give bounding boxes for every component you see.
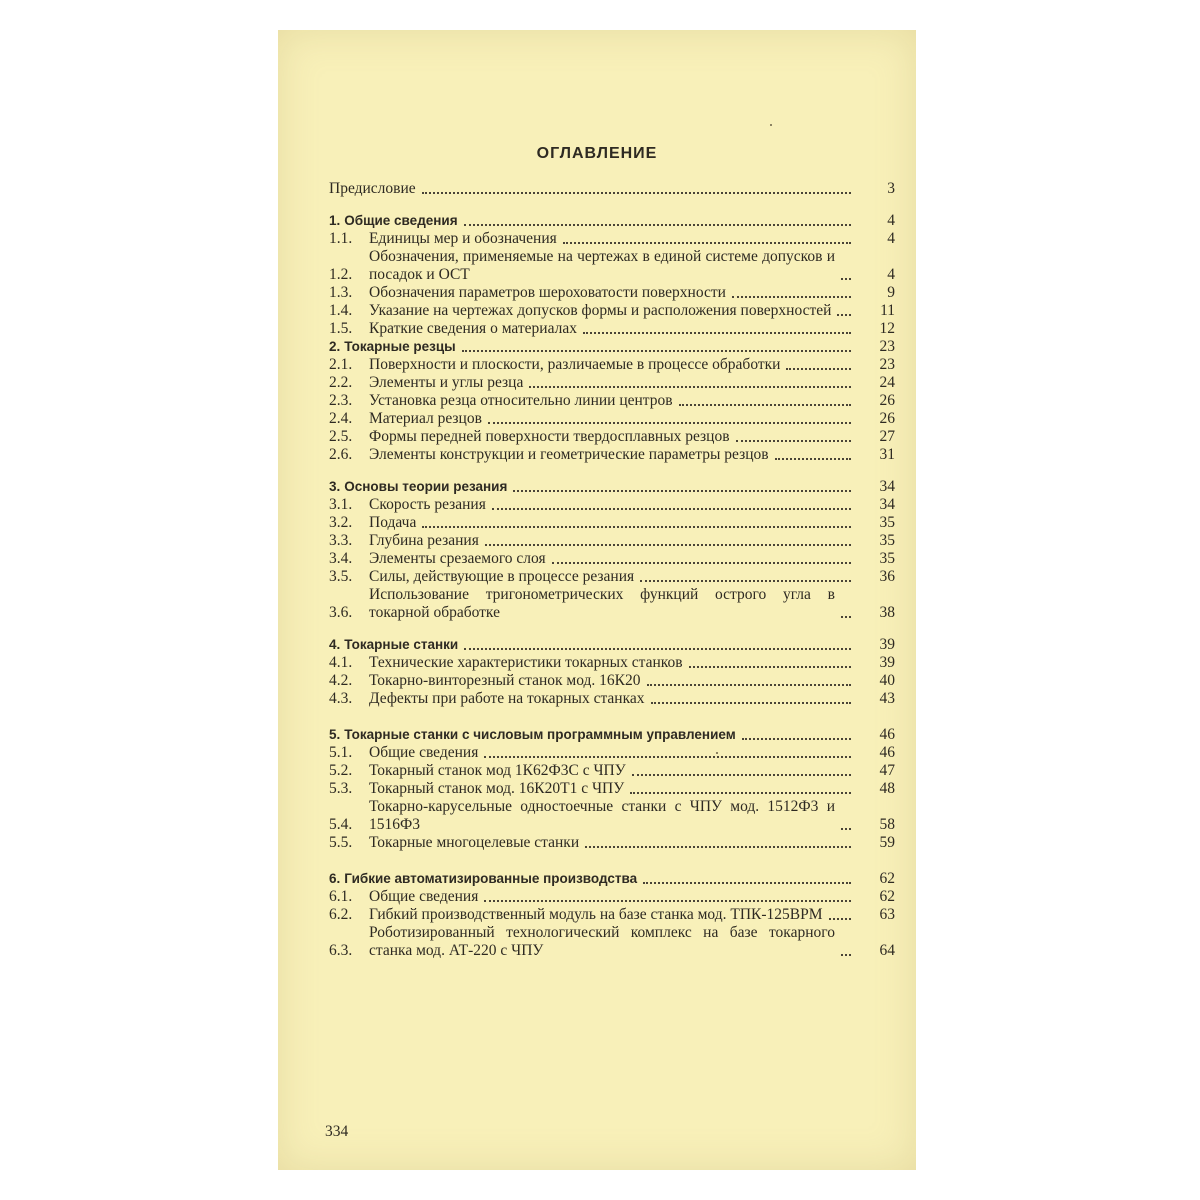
toc-chapter: [329, 870, 895, 888]
toc-body: [369, 532, 857, 550]
toc-section: [329, 514, 895, 532]
dot-leader: [841, 828, 851, 830]
toc-number: 5.3.: [329, 780, 353, 797]
toc-text: Технические характеристики токарных станков: [369, 654, 683, 671]
toc-section: [329, 690, 895, 708]
toc-body: [369, 568, 857, 586]
toc-page: 46: [879, 726, 895, 743]
toc-number: 4.1.: [329, 654, 353, 671]
toc-section: [329, 762, 895, 780]
toc-body: [369, 654, 857, 672]
toc-text: Токарно-винторезный станок мод. 16К20: [369, 672, 641, 689]
toc-body: [329, 180, 857, 198]
dot-leader: [679, 404, 851, 406]
dot-leader: [484, 900, 851, 902]
dot-leader: [513, 490, 851, 492]
dot-leader: [732, 296, 851, 298]
dot-leader: [422, 192, 851, 194]
toc-text: Установка резца относительно линии центров: [369, 392, 673, 409]
toc-body: [369, 888, 857, 906]
toc-section: [329, 568, 895, 586]
toc-number: 6.1.: [329, 888, 353, 905]
toc-text: Роботизированный технологический комплекс на базе токарного станка мод. АТ-220 с ЧПУ: [369, 924, 835, 959]
toc-page: 58: [879, 816, 895, 833]
toc-body: [369, 924, 857, 960]
toc-body: [344, 726, 857, 744]
toc-body: [369, 906, 857, 924]
toc-section: [329, 302, 895, 320]
toc-section: [329, 428, 895, 446]
dot-leader: [630, 792, 851, 794]
toc-text: Элементы конструкции и геометрические параметры резцов: [369, 446, 769, 463]
toc-number: 3.6.: [329, 604, 353, 621]
table-of-contents: [329, 180, 895, 960]
toc-section: [329, 744, 895, 762]
dot-leader: [775, 458, 851, 460]
toc-page: 36: [879, 568, 895, 585]
toc-chapter: [329, 338, 895, 356]
toc-body: [369, 834, 857, 852]
paper-speck: [716, 752, 718, 754]
toc-text: Общие сведения: [344, 213, 458, 228]
toc-text: Токарные станки: [344, 637, 459, 652]
toc-text: Обозначения параметров шероховатости поверхности: [369, 284, 726, 301]
toc-section: [329, 374, 895, 392]
toc-page: 4: [887, 266, 895, 283]
dot-leader: [464, 224, 851, 226]
toc-text: Токарный станок мод 1К62Ф3С с ЧПУ: [369, 762, 626, 779]
toc-page: 27: [879, 428, 895, 445]
toc-number: 1.1.: [329, 230, 353, 247]
toc-section: [329, 248, 895, 284]
toc-body: [369, 248, 857, 284]
toc-number: 1.5.: [329, 320, 353, 337]
toc-section: [329, 906, 895, 924]
toc-page: 47: [879, 762, 895, 779]
dot-leader: [829, 918, 851, 920]
dot-leader: [585, 846, 851, 848]
toc-body: [344, 212, 857, 230]
toc-body: [369, 428, 857, 446]
toc-section: [329, 320, 895, 338]
toc-number: 5.2.: [329, 762, 353, 779]
toc-number: 6.: [329, 871, 341, 886]
toc-body: [369, 690, 857, 708]
toc-number: 1.: [329, 213, 341, 228]
toc-number: 1.4.: [329, 302, 353, 319]
toc-page: 35: [879, 550, 895, 567]
toc-page: 38: [879, 604, 895, 621]
toc-page: 39: [879, 636, 895, 653]
dot-leader: [689, 666, 851, 668]
toc-text: Общие сведения: [369, 744, 479, 761]
toc-number: 5.: [329, 727, 341, 742]
toc-text: Токарные станки с числовым программным управлением: [344, 727, 736, 742]
dot-leader: [837, 314, 851, 316]
dot-leader: [632, 774, 851, 776]
dot-leader: [736, 440, 851, 442]
toc-chapter: [329, 726, 895, 744]
toc-text: Элементы срезаемого слоя: [369, 550, 546, 567]
toc-body: [369, 356, 857, 374]
toc-page: 34: [879, 478, 895, 495]
toc-page: 3: [887, 180, 895, 197]
toc-page: 23: [879, 338, 895, 355]
dot-leader: [484, 756, 851, 758]
toc-number: 3.3.: [329, 532, 353, 549]
toc-section: [329, 888, 895, 906]
toc-number: 6.2.: [329, 906, 353, 923]
toc-text: Формы передней поверхности твердосплавных резцов: [369, 428, 730, 445]
toc-page: 34: [879, 496, 895, 513]
toc-text: Токарно-карусельные одностоечные станки с ЧПУ мод. 1512Ф3 и 1516Ф3: [369, 798, 835, 833]
page-title: ОГЛАВЛЕНИЕ: [536, 145, 658, 162]
dot-leader: [786, 368, 851, 370]
toc-page: 35: [879, 532, 895, 549]
toc-page: 12: [879, 320, 895, 337]
toc-number: 5.5.: [329, 834, 353, 851]
dot-leader: [841, 954, 851, 956]
toc-page: 23: [879, 356, 895, 373]
toc-page: 31: [879, 446, 895, 463]
toc-number: 1.2.: [329, 266, 353, 283]
toc-body: [369, 374, 857, 392]
toc-page: 26: [879, 392, 895, 409]
toc-page: 62: [879, 870, 895, 887]
toc-number: 3.: [329, 479, 341, 494]
toc-section: [329, 446, 895, 464]
toc-number: 2.3.: [329, 392, 353, 409]
toc-section: [329, 586, 895, 622]
toc-body: [369, 446, 857, 464]
toc-number: 2.: [329, 339, 341, 354]
dot-leader: [647, 684, 852, 686]
dot-leader: [422, 526, 851, 528]
toc-page: 35: [879, 514, 895, 531]
toc-number: 1.3.: [329, 284, 353, 301]
toc-text: Материал резцов: [369, 410, 482, 427]
toc-body: [369, 284, 857, 302]
dot-leader: [742, 738, 851, 740]
toc-page: 39: [879, 654, 895, 671]
toc-page: 9: [887, 284, 895, 301]
toc-body: [344, 338, 857, 356]
toc-number: 3.5.: [329, 568, 353, 585]
toc-page: 4: [887, 230, 895, 247]
toc-body: [369, 230, 857, 248]
toc-number: 5.4.: [329, 816, 353, 833]
toc-section: [329, 532, 895, 550]
toc-number: 3.4.: [329, 550, 353, 567]
toc-page: 48: [879, 780, 895, 797]
toc-section: [329, 392, 895, 410]
toc-body: [369, 780, 857, 798]
toc-text: Предисловие: [329, 180, 416, 197]
toc-section: [329, 672, 895, 690]
toc-section: [329, 798, 895, 834]
toc-text: Общие сведения: [369, 888, 479, 905]
toc-page: 64: [879, 942, 895, 959]
paper-speck: [770, 124, 772, 126]
toc-text: Поверхности и плоскости, различаемые в процессе обработки: [369, 356, 781, 373]
toc-text: Краткие сведения о материалах: [369, 320, 577, 337]
toc-body: [369, 550, 857, 568]
toc-number: 3.1.: [329, 496, 353, 513]
dot-leader: [841, 616, 851, 618]
toc-body: [369, 586, 857, 622]
toc-section: [329, 654, 895, 672]
toc-number: 2.4.: [329, 410, 353, 427]
toc-body: [369, 410, 857, 428]
toc-entry: [329, 180, 895, 198]
toc-body: [369, 672, 857, 690]
toc-text: Указание на чертежах допусков формы и расположения поверхностей: [369, 302, 832, 319]
toc-text: Токарные многоцелевые станки: [369, 834, 580, 851]
dot-leader: [651, 702, 851, 704]
toc-chapter: [329, 212, 895, 230]
toc-section: [329, 410, 895, 428]
toc-section: [329, 780, 895, 798]
toc-number: 5.1.: [329, 744, 353, 761]
toc-page: 62: [879, 888, 895, 905]
toc-page: 24: [879, 374, 895, 391]
toc-body: [369, 744, 857, 762]
toc-number: 4.3.: [329, 690, 353, 707]
toc-number: 2.1.: [329, 356, 353, 373]
toc-page: 63: [879, 906, 895, 923]
toc-page: 40: [879, 672, 895, 689]
toc-text: Основы теории резания: [344, 479, 508, 494]
toc-body: [369, 302, 857, 320]
toc-page: 11: [880, 302, 895, 319]
toc-chapter: [329, 636, 895, 654]
toc-text: Токарный станок мод. 16К20Т1 с ЧПУ: [369, 780, 625, 797]
toc-text: Обозначения, применяемые на чертежах в единой системе допусков и посадок и ОСТ: [369, 248, 835, 283]
dot-leader: [640, 580, 851, 582]
dot-leader: [552, 562, 851, 564]
dot-leader: [488, 422, 851, 424]
dot-leader: [563, 242, 851, 244]
toc-text: Гибкий производственный модуль на базе станка мод. ТПК-125ВРМ: [369, 906, 823, 923]
toc-text: Использование тригонометрических функций острого угла в токарной обработке: [369, 586, 835, 621]
dot-leader: [464, 648, 851, 650]
toc-body: [344, 870, 857, 888]
toc-body: [369, 496, 857, 514]
toc-number: 2.6.: [329, 446, 353, 463]
dot-leader: [643, 882, 851, 884]
toc-page: 59: [879, 834, 895, 851]
toc-number: 4.: [329, 637, 341, 652]
toc-text: Гибкие автоматизированные производства: [344, 871, 638, 886]
toc-text: Подача: [369, 514, 417, 531]
toc-page: 43: [879, 690, 895, 707]
toc-page: 4: [887, 212, 895, 229]
toc-text: Глубина резания: [369, 532, 479, 549]
dot-leader: [583, 332, 851, 334]
toc-body: [369, 320, 857, 338]
toc-text: Скорость резания: [369, 496, 486, 513]
toc-number: 3.2.: [329, 514, 353, 531]
toc-section: [329, 924, 895, 960]
toc-section: [329, 356, 895, 374]
toc-number: 2.2.: [329, 374, 353, 391]
toc-text: Элементы и углы резца: [369, 374, 524, 391]
toc-text: Силы, действующие в процессе резания: [369, 568, 635, 585]
toc-section: [329, 550, 895, 568]
toc-page: 26: [879, 410, 895, 427]
dot-leader: [462, 350, 851, 352]
toc-body: [344, 478, 857, 496]
toc-chapter: [329, 478, 895, 496]
toc-number: 6.3.: [329, 942, 353, 959]
toc-body: [369, 392, 857, 410]
toc-text: Токарные резцы: [344, 339, 456, 354]
toc-body: [369, 798, 857, 834]
toc-section: [329, 284, 895, 302]
toc-section: [329, 834, 895, 852]
toc-number: 4.2.: [329, 672, 353, 689]
toc-text: Дефекты при работе на токарных станках: [369, 690, 645, 707]
dot-leader: [485, 544, 851, 546]
dot-leader: [492, 508, 851, 510]
page-number: 334: [325, 1123, 349, 1140]
toc-body: [344, 636, 857, 654]
dot-leader: [841, 278, 851, 280]
dot-leader: [529, 386, 851, 388]
book-page: [278, 30, 916, 1170]
toc-text: Единицы мер и обозначения: [369, 230, 557, 247]
toc-body: [369, 762, 857, 780]
toc-section: [329, 496, 895, 514]
toc-page: 46: [879, 744, 895, 761]
toc-section: [329, 230, 895, 248]
toc-body: [369, 514, 857, 532]
toc-number: 2.5.: [329, 428, 353, 445]
